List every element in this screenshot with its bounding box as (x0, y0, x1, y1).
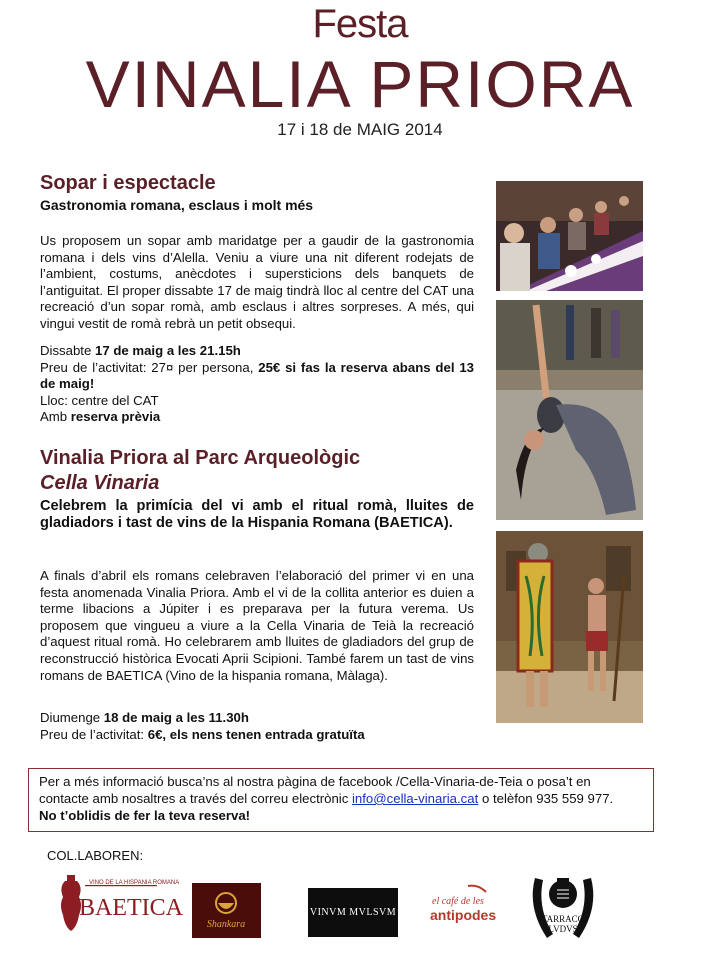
baetica-small-text: VINO DE LA HISPANIA ROMANA (89, 880, 180, 886)
section1-booking-prefix: Amb (40, 409, 71, 425)
section1-place: Lloc: centre del CAT (40, 392, 159, 408)
section2-heading: Vinalia Priora al Parc Arqueològic (40, 447, 361, 469)
section2-subheading: Celebrem la primícia del vi amb el ritual romà, lluites de gladiadors i tast de vins de la Hispania Romana (BAETICA). (40, 498, 474, 531)
shankara-logo (192, 883, 261, 938)
section2-price-prefix: Preu de l’activitat: (40, 726, 148, 742)
section2-heading-italic: Cella Vinaria (40, 472, 160, 494)
tarraco-bottom-text: LVDVS (548, 924, 578, 934)
info-text-1: Per a més informació busca’ns al nostra pàgina de facebook /Cella-Vinaria-de-Teia o posa’t en contacte amb nosaltres a través del correu electrònic (39, 774, 591, 806)
section2-date: 18 de maig a les 11.30h (103, 710, 249, 725)
baetica-text: BAETICA (79, 895, 183, 921)
baetica-logo (55, 873, 183, 935)
reservation-reminder: No t’oblidis de fer la teva reserva! (39, 808, 251, 823)
info-text-2: o telèfon 935 559 977. (478, 791, 614, 806)
section2-details (40, 710, 474, 743)
section1-date: 17 de maig a les 21.15h (94, 343, 241, 358)
section1-booking: reserva prèvia (70, 409, 161, 425)
section1-subheading: Gastronomia romana, esclaus i molt més (40, 197, 314, 213)
event-dates: 17 i 18 de MAIG 2014 (277, 120, 443, 139)
banquet-photo (496, 181, 643, 291)
cafe-top-text: el café de les (432, 896, 484, 907)
vinum-mulsum-logo: VINVM MVLSVM (308, 888, 398, 937)
section2-paragraph: A finals d’abril els romans celebraven l’elaboració del primer vi en una festa anomenada Vinalia Priora. Amb el vi de la collita anterior es duien a terme libacions a Júpiter i es preparava per la futura verema. Us proposem que vingueu a viure a la Cella Vinaria de Teià la recreació d’aquest ritual romà. Ho celebrarem amb lluites de gladiadors del grup de reconstrucció històrica Evocati Aprii Scipioni. També farem un tast de vins romans de BAETICA (Vino de la hispania romana, Màlaga). (40, 568, 474, 683)
tarraco-ludus-logo (527, 868, 599, 946)
section1-price-prefix: Preu de l’activitat: 27¤ per persona, (40, 359, 259, 375)
info-box (28, 768, 654, 832)
cafe-antipodes-logo (428, 882, 498, 930)
section1-price: 25€ si fas la reserva abans del 13 de maig! (40, 359, 474, 392)
page-title: VINALIA PRIORA (85, 47, 635, 121)
section2-price: 6€, els nens tenen entrada gratuïta (147, 726, 365, 742)
section1-heading: Sopar i espectacle (40, 172, 216, 194)
gladiators-photo (496, 531, 643, 723)
shankara-text: Shankara (206, 919, 246, 930)
section1-details (40, 343, 474, 426)
section1-paragraph: Us proposem un sopar amb maridatge per a gaudir de la gastronomia romana i dels vins d’Alella. Veniu a viure una nit diferent rodejats de l’ambient, costums, anècdotes i supersticions dels banquets de l’antiguitat. El proper dissabte 17 de maig tindrà lloc al centre del CAT una recreació d’un sopar romà, amb esclaus i altres sorpreses. A més, qui vingui vestit de romà rebrà un petit obsequi. (40, 233, 474, 331)
header-festa: Festa (312, 2, 408, 46)
dancer-photo (496, 300, 643, 520)
cafe-bottom-text: antipodes (430, 907, 497, 923)
collaborators-label: COL.LABOREN: (47, 848, 144, 863)
tarraco-top-text: TARRACO (541, 914, 585, 924)
section1-date-prefix: Dissabte (40, 343, 95, 358)
section2-date-prefix: Diumenge (40, 710, 104, 725)
email-link[interactable]: info@cella-vinaria.cat (352, 791, 479, 806)
